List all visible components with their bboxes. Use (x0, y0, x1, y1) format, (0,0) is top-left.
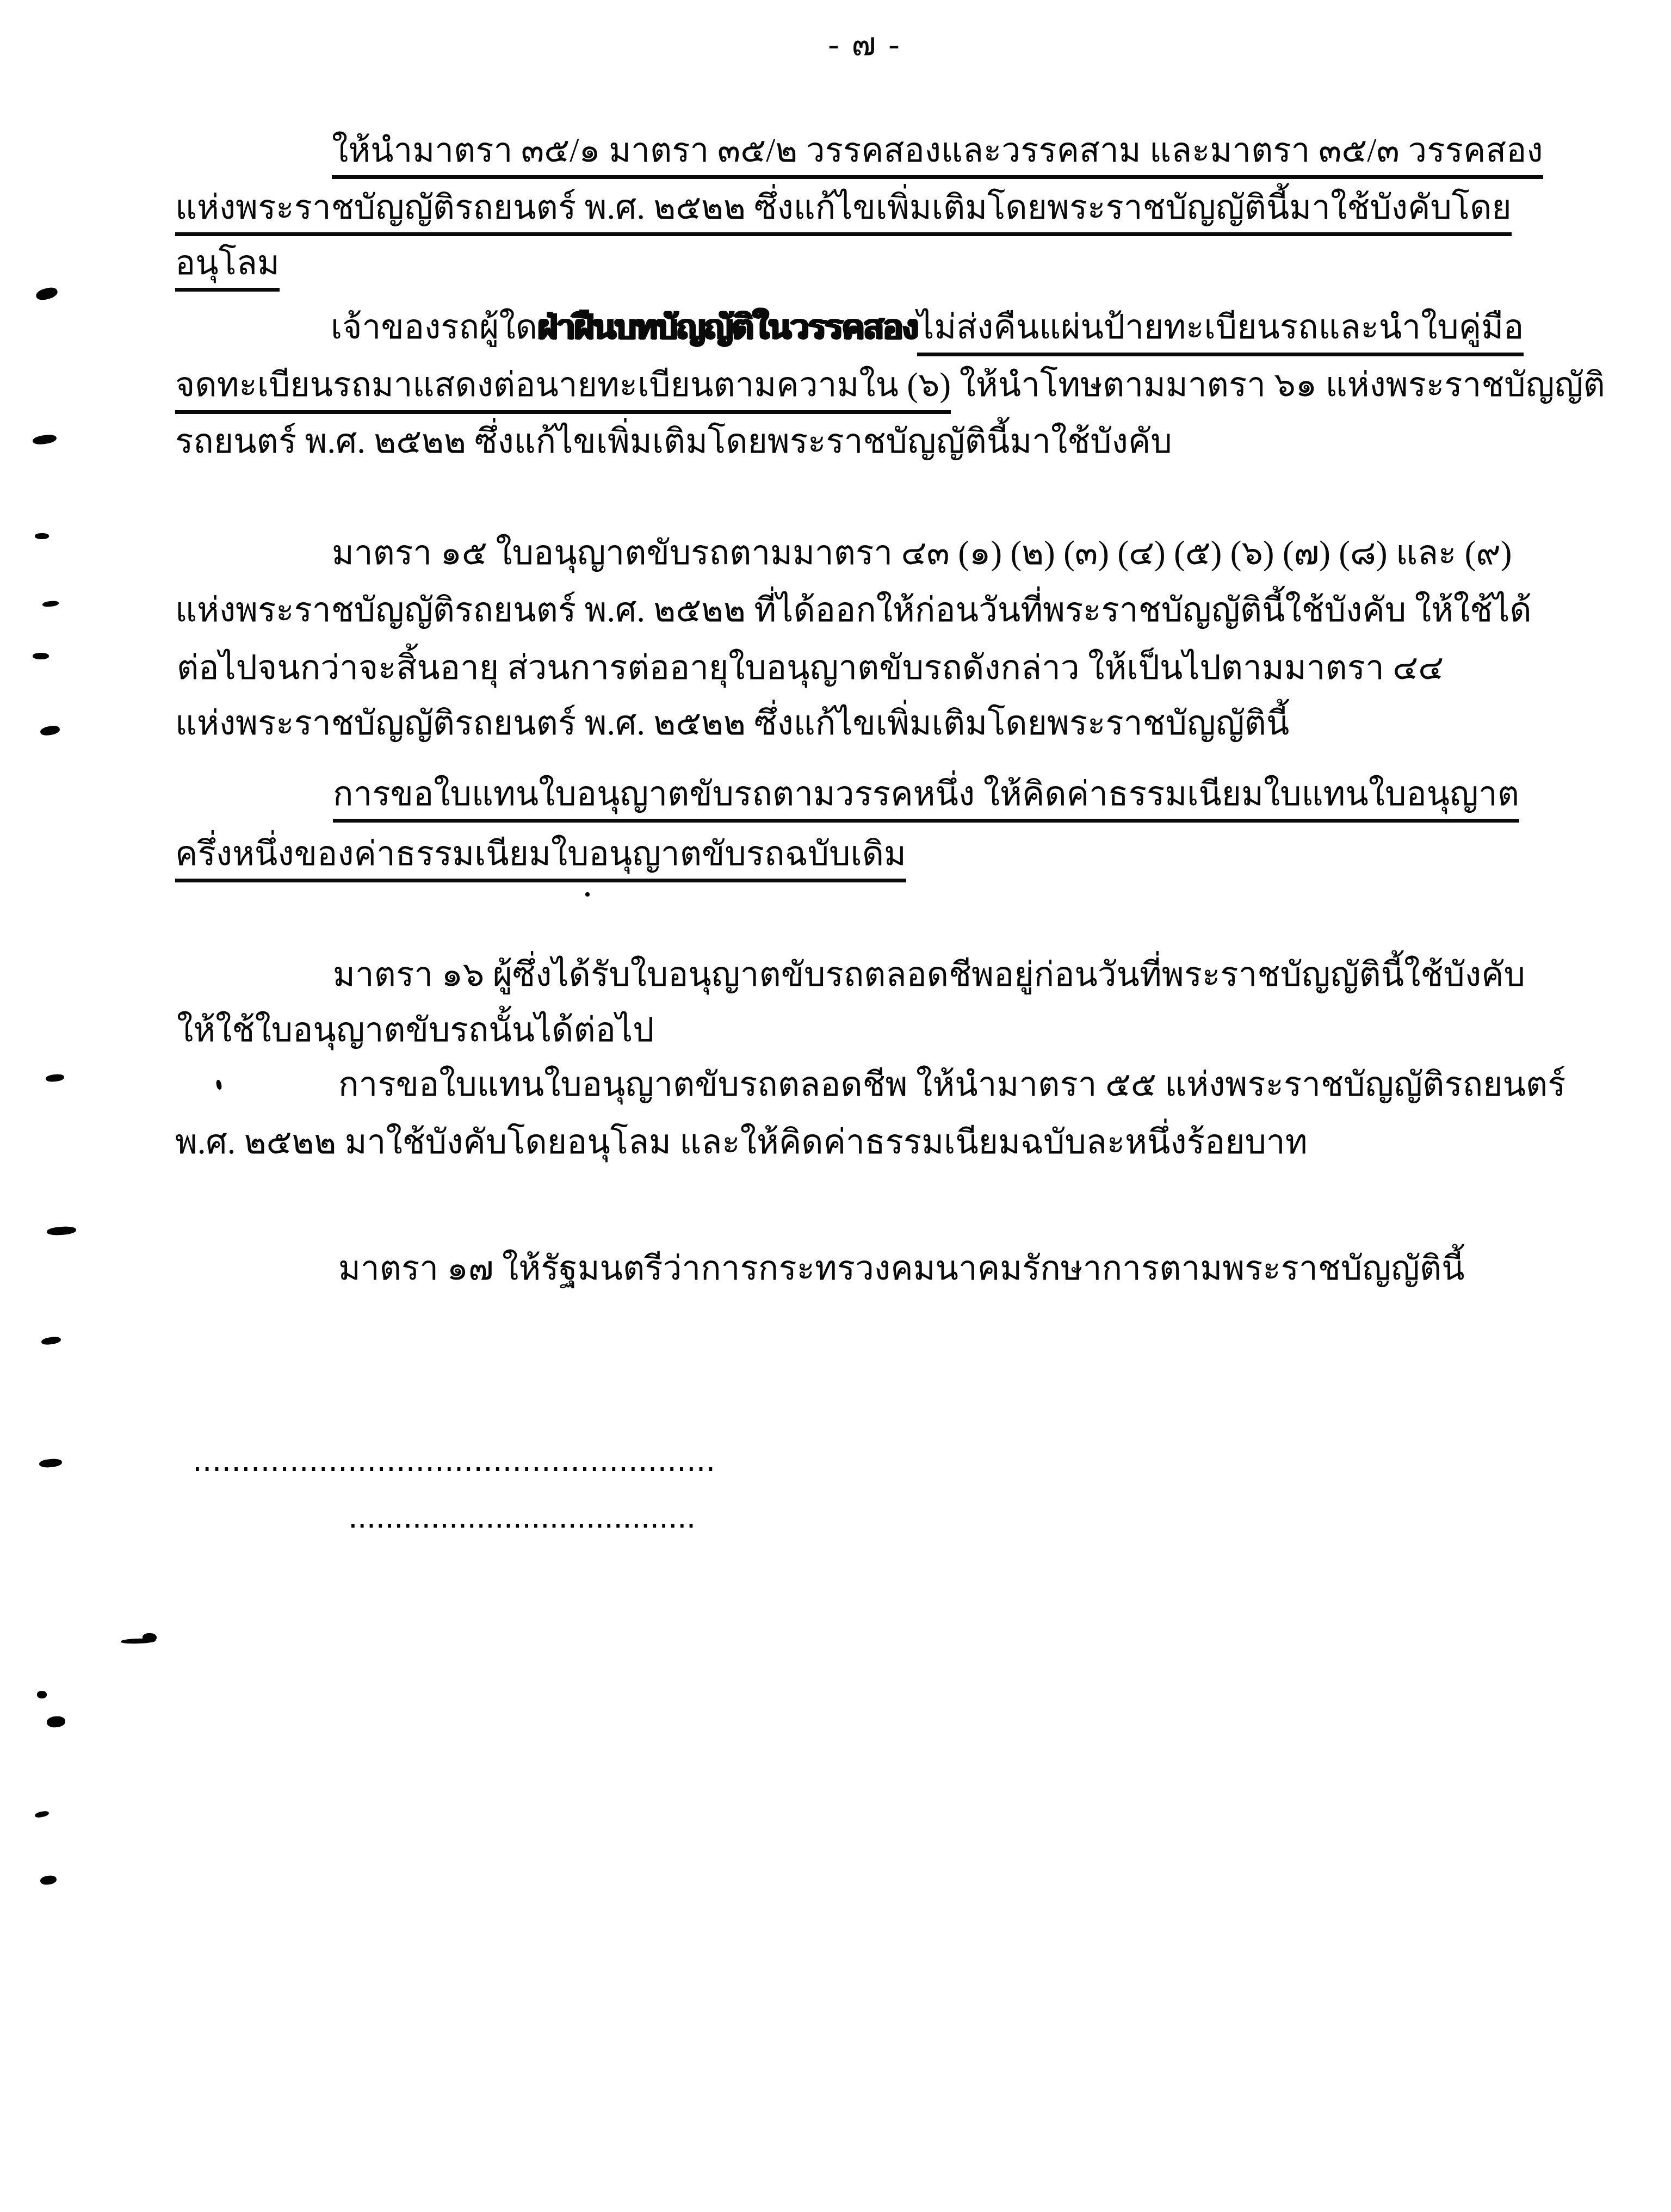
para2-line1-plain: เจ้าของรถผู้ใด (331, 309, 537, 346)
page-number: - ๗ - (828, 26, 902, 62)
section15-line2: แห่งพระราชบัญญัติรถยนตร์ พ.ศ. ๒๕๒๒ ที่ได้ออกให้ก่อนวันที่พระราชบัญญัตินี้ใช้บังคับ ให้ใช้ได้ (175, 592, 1532, 629)
ink-speck (35, 533, 49, 539)
ink-speck (33, 653, 49, 659)
para1-line2: แห่งพระราชบัญญัติรถยนตร์ พ.ศ. ๒๕๒๒ ซึ่งแก้ไขเพิ่มเติมโดยพระราชบัญญัตินี้มาใช้บังคับโดย (175, 190, 1512, 236)
ink-speck (585, 892, 590, 897)
para2-line1-overstrike: ฝ่าฝืนบทบัญญัติในวรรคสอง (537, 309, 918, 346)
ink-speck (47, 1226, 77, 1236)
para2-line1-underlined: ไม่ส่งคืนแผ่นป้ายทะเบียนรถและนำใบคู่มือ (917, 309, 1524, 356)
ink-speck (39, 1458, 62, 1468)
para2-line2-plain: ให้นำโทษตามมาตรา ๖๑ แห่งพระราชบัญญัติ (951, 367, 1605, 404)
section16-para2-line1: การขอใบแทนใบอนุญาตขับรถตลอดชีพ ให้นำมาตรา ๕๕ แห่งพระราชบัญญัติรถยนตร์ (338, 1066, 1566, 1103)
fee-clause-line2: ครึ่งหนึ่งของค่าธรรมเนียมใบอนุญาตขับรถฉบับเดิม (175, 837, 906, 882)
ink-speck (45, 1073, 64, 1082)
para2-line1 (331, 310, 1524, 345)
ink-speck (215, 1079, 222, 1090)
ink-speck (35, 286, 59, 302)
para2-line2 (175, 368, 1605, 403)
fee-clause-line1: การขอใบแทนใบอนุญาตขับรถตามวรรคหนึ่ง ให้คิดค่าธรรมเนียมใบแทนใบอนุญาต (333, 777, 1519, 823)
ink-speck (34, 1810, 49, 1818)
ink-speck (40, 725, 60, 737)
ink-speck (42, 600, 59, 607)
ink-speck (32, 434, 57, 446)
section17-line1: มาตรา ๑๗ ให้รัฐมนตรีว่าการกระทรวงคมนาคมรักษาการตามพระราชบัญญัตินี้ (338, 1250, 1465, 1287)
section15-line3: ต่อไปจนกว่าจะสิ้นอายุ ส่วนการต่ออายุใบอนุญาตขับรถดังกล่าว ให้เป็นไปตามมาตรา ๔๔ (177, 650, 1444, 687)
ink-speck (37, 1691, 47, 1698)
para2-line3: รถยนตร์ พ.ศ. ๒๕๒๒ ซึ่งแก้ไขเพิ่มเติมโดยพระราชบัญญัตินี้มาใช้บังคับ (175, 423, 1172, 460)
ink-speck (41, 1336, 61, 1346)
ink-speck (46, 1716, 66, 1728)
signature-dotted-line-1: ...................................................... (193, 1443, 716, 1479)
para1-line1: ให้นำมาตรา ๓๕/๑ มาตรา ๓๕/๒ วรรคสองและวรรคสาม และมาตรา ๓๕/๓ วรรคสอง (332, 133, 1543, 179)
section16-para2-line2: พ.ศ. ๒๕๒๒ มาใช้บังคับโดยอนุโลม และให้คิดค่าธรรมเนียมฉบับละหนึ่งร้อยบาท (175, 1124, 1308, 1161)
section16-line2: ให้ใช้ใบอนุญาตขับรถนั้นได้ต่อไป (177, 1012, 654, 1049)
ink-speck (40, 1875, 57, 1886)
signature-dotted-line-2: ...................................... (348, 1500, 696, 1535)
section15-line4: แห่งพระราชบัญญัติรถยนตร์ พ.ศ. ๒๕๒๒ ซึ่งแก้ไขเพิ่มเติมโดยพระราชบัญญัตินี้ (175, 705, 1290, 742)
ink-speck (143, 1633, 157, 1642)
para2-line2-underlined: จดทะเบียนรถมาแสดงต่อนายทะเบียนตามความใน (๖) (175, 367, 951, 414)
para1-line3: อนุโลม (175, 246, 280, 292)
section15-line1: มาตรา ๑๕ ใบอนุญาตขับรถตามมาตรา ๔๓ (๑) (๒) (๓) (๔) (๕) (๖) (๗) (๘) และ (๙) (332, 535, 1512, 572)
section16-line1: มาตรา ๑๖ ผู้ซึ่งได้รับใบอนุญาตขับรถตลอดชีพอยู่ก่อนวันที่พระราชบัญญัตินี้ใช้บังคับ (333, 956, 1525, 993)
